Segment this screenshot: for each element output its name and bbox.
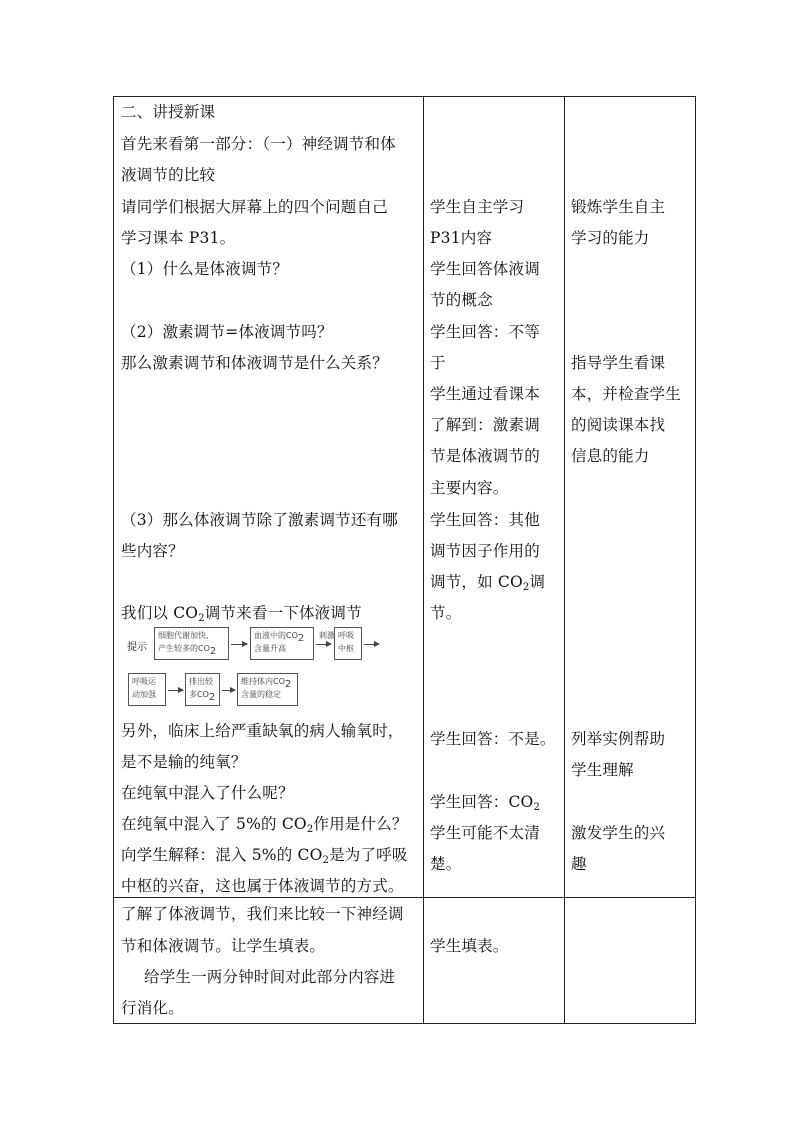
design-intent: 列举实例帮助 [571, 730, 666, 748]
teacher-activity: 行消化。 [121, 999, 184, 1017]
design-intent: 锻炼学生自主 [571, 198, 666, 216]
column-divider [564, 898, 565, 1023]
student-activity: 调节，如 $CO_2$调 [430, 573, 546, 593]
student-activity: 于 [430, 354, 446, 372]
student-activity: 节的概念 [430, 291, 493, 309]
design-intent: 激发学生的兴 [571, 824, 666, 842]
student-activity: 了解到：激素调 [430, 416, 540, 434]
student-activity: 楚。 [430, 855, 462, 873]
diagram-hint-label: 提示 [127, 642, 147, 653]
design-intent: 指导学生看课 [571, 354, 666, 372]
flow-box-blood-co2: 血液中的$CO_2$ 含量升高 [250, 627, 314, 660]
student-activity: 学生回答：不是。 [430, 730, 556, 748]
instruction-line: 学习课本 P31。 [121, 229, 236, 247]
question-2-follow: 那么激素调节和体液调节是什么关系？ [121, 354, 388, 372]
co2-regulation-line: 我们以 $CO_2$调节来看一下体液调节 [121, 604, 362, 624]
flow-box-breathing-stronger: 呼吸运 动加强 [128, 673, 166, 706]
flow-arrow-label: 刺激 [319, 631, 335, 640]
column-divider [423, 898, 424, 1023]
student-activity: 学生填表。 [430, 937, 509, 955]
lesson-table-row-1 [113, 96, 696, 898]
mix-question: 在纯氧中混入了什么呢？ [121, 784, 294, 802]
instruction-line: 请同学们根据大屏幕上的四个问题自己 [121, 198, 388, 216]
teacher-explanation: 中枢的兴奋，这也属于体液调节的方式。 [121, 877, 404, 895]
student-activity: 学生自主学习 [430, 198, 525, 216]
design-intent: 本，并检查学生 [571, 385, 681, 403]
question-1: （1）什么是体液调节？ [121, 260, 289, 278]
student-activity: 学生可能不太清 [430, 824, 540, 842]
student-activity: 学生通过看课本 [430, 385, 540, 403]
flow-box-metabolism: 细胞代谢加快, 产生较多的$CO_2$ [154, 627, 229, 660]
part-intro-line: 液调节的比较 [121, 166, 216, 184]
co2-regulation-flow-diagram [121, 627, 421, 713]
clinical-question: 另外，临床上给严重缺氧的病人输氧时， [121, 722, 404, 740]
student-activity: 学生回答：$CO_2$ [430, 793, 541, 813]
student-activity: P31内容 [430, 229, 493, 247]
student-activity: 调节因子作用的 [430, 542, 540, 560]
flow-arrow [222, 690, 235, 691]
teacher-explanation: 向学生解释：混入 5%的 $CO_2$是为了呼吸 [121, 846, 408, 866]
teacher-activity: 节和体液调节。让学生填表。 [121, 937, 326, 955]
student-activity: 主要内容。 [430, 479, 509, 497]
lesson-table-row-2 [113, 897, 696, 1024]
flow-arrow [316, 644, 331, 645]
flow-arrow [364, 644, 379, 645]
student-activity: 节是体液调节的 [430, 447, 540, 465]
part-intro-line: 首先来看第一部分：（一）神经调节和体 [121, 135, 396, 153]
student-activity: 节。 [430, 604, 462, 622]
design-intent: 信息的能力 [571, 447, 650, 465]
flow-box-expel-co2: 排出较 多$CO_2$ [185, 673, 220, 706]
flow-arrow [168, 690, 183, 691]
flow-box-respiratory-center: 呼吸 中枢 [334, 627, 362, 660]
student-activity: 学生回答体液调 [430, 260, 540, 278]
question-3: （3）那么体液调节除了激素调节还有哪 [121, 511, 398, 529]
teacher-activity: 了解了体液调节，我们来比较一下神经调 [121, 905, 404, 923]
column-divider [564, 97, 565, 897]
design-intent: 学生理解 [571, 761, 634, 779]
question-3: 些内容？ [121, 542, 184, 560]
student-activity: 学生回答：其他 [430, 511, 540, 529]
design-intent: 学习的能力 [571, 229, 650, 247]
question-2: （2）激素调节=体液调节吗？ [121, 323, 333, 341]
flow-box-co2-stable: 维持体内$CO_2$ 含量的稳定 [237, 673, 298, 706]
design-intent: 趣 [571, 855, 587, 873]
co2-purpose-question: 在纯氧中混入了 5%的 $CO_2$作用是什么？ [121, 815, 408, 835]
teacher-activity: 给学生一两分钟时间对此部分内容进 [144, 968, 396, 986]
flow-arrow [231, 644, 247, 645]
column-divider [423, 97, 424, 897]
student-activity: 学生回答：不等 [430, 323, 540, 341]
clinical-question: 是不是输的纯氧？ [121, 753, 247, 771]
section-heading: 二、讲授新课 [121, 103, 216, 121]
design-intent: 的阅读课本找 [571, 416, 666, 434]
